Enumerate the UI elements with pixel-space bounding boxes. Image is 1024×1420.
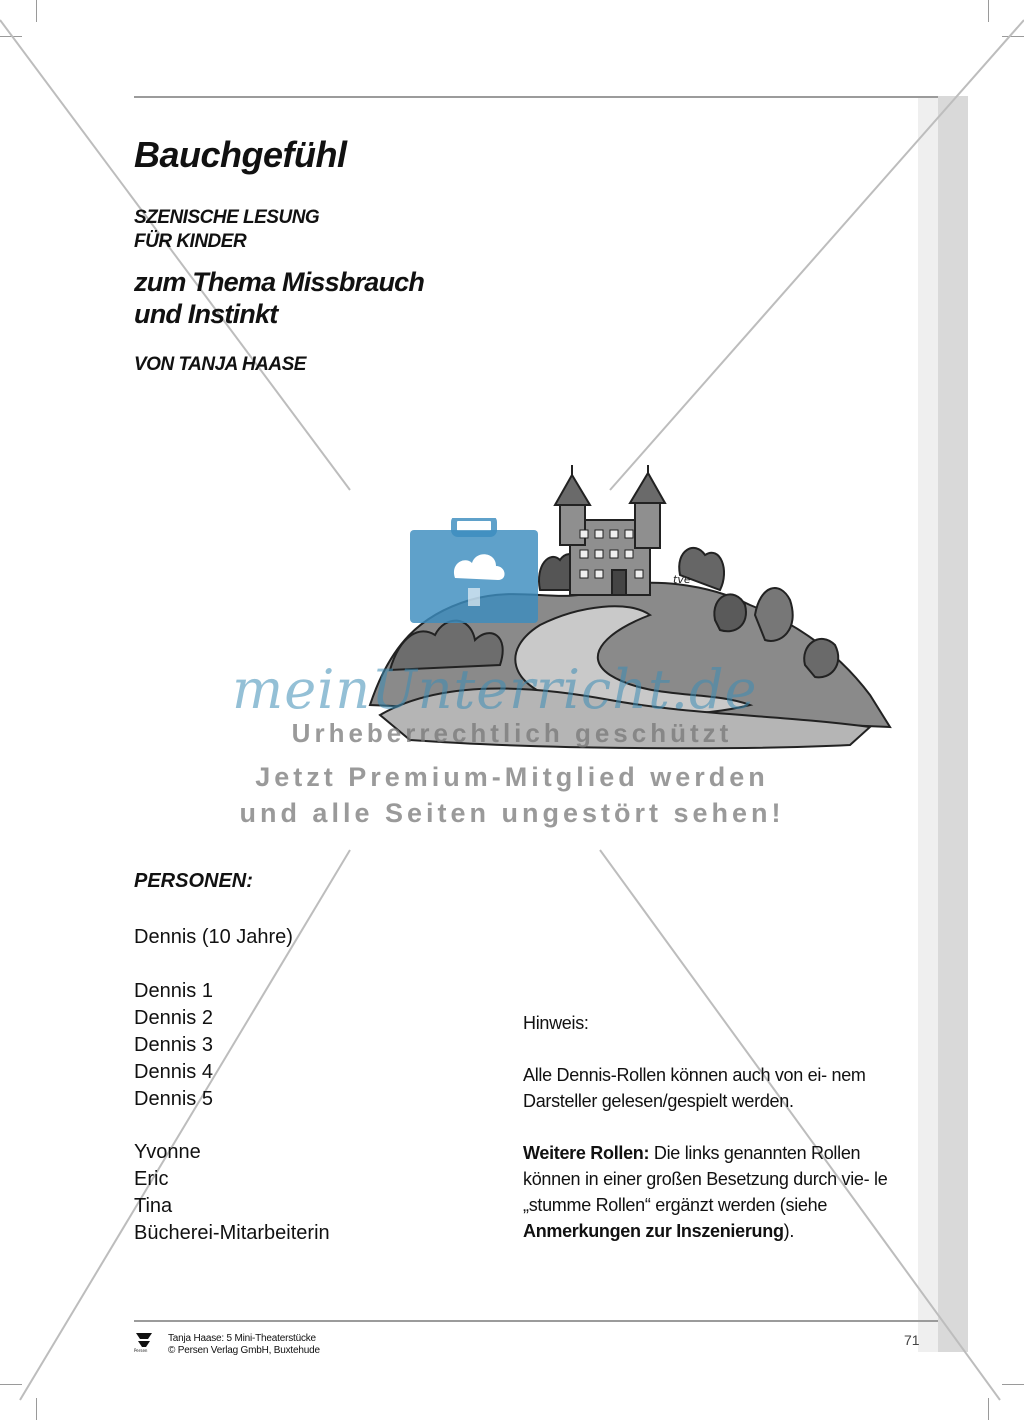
- subtitle-line: FÜR KINDER: [134, 231, 247, 252]
- publisher-logo: [134, 1331, 154, 1353]
- cast-others-list: [134, 1139, 330, 1247]
- cast-item: Dennis 3: [134, 1034, 213, 1056]
- illustration-signature: tve: [673, 573, 691, 586]
- briefcase-icon: [410, 518, 538, 623]
- cast-item: Dennis 2: [134, 1007, 213, 1029]
- page-title: Bauchgefühl: [134, 134, 347, 175]
- topic: [134, 266, 514, 330]
- topic-line: zum Thema Missbrauch: [134, 267, 425, 297]
- footer-credits: [168, 1333, 320, 1357]
- footer-line: Tanja Haase: 5 Mini-Theaterstücke: [168, 1333, 316, 1344]
- note-more-text: Die links genannten Rollen können in einer großen Besetzung durch vie- le „stumme Rollen“ ergänzt werden (siehe: [523, 1143, 888, 1215]
- note-heading: Hinweis:: [523, 1013, 589, 1033]
- note-more-end: ).: [783, 1221, 795, 1241]
- cast-item: Tina: [134, 1195, 173, 1217]
- cast-item: Bücherei-Mitarbeiterin: [134, 1222, 330, 1244]
- subtitle-line: SZENISCHE LESUNG: [134, 207, 320, 228]
- footer-line: © Persen Verlag GmbH, Buxtehude: [168, 1345, 320, 1356]
- cast-item: Dennis 5: [134, 1088, 213, 1110]
- watermark-premium-line: und alle Seiten ungestört sehen!: [239, 798, 785, 828]
- cast-item: Yvonne: [134, 1141, 201, 1163]
- cast-item: Eric: [134, 1168, 169, 1190]
- note-more-label: Weitere Rollen:: [523, 1143, 650, 1163]
- note-text: Alle Dennis-Rollen können auch von ei- nem Darsteller gelesen/gespielt werden.: [523, 1065, 866, 1111]
- note-more-roles: [523, 1140, 891, 1244]
- cast-main: Dennis (10 Jahre): [134, 926, 293, 948]
- cast-dennis-list: [134, 978, 213, 1113]
- cast-item: Dennis 4: [134, 1061, 213, 1083]
- cast-item: Dennis 1: [134, 980, 213, 1002]
- persons-heading: PERSONEN:: [134, 870, 253, 892]
- publisher-logo-text: Persen: [134, 1348, 148, 1353]
- subtitle: [134, 206, 434, 254]
- page-number: 71: [904, 1332, 920, 1348]
- author: VON TANJA HAASE: [134, 354, 306, 375]
- watermark-premium-line: Jetzt Premium-Mitglied werden: [255, 762, 769, 792]
- watermark-copyright: Urheberrechtlich geschützt: [291, 718, 733, 748]
- watermark-logo: meinUnterricht.de: [232, 658, 758, 721]
- topic-line: und Instinkt: [134, 299, 278, 329]
- note-more-link: Anmerkungen zur Inszenierung: [523, 1221, 784, 1241]
